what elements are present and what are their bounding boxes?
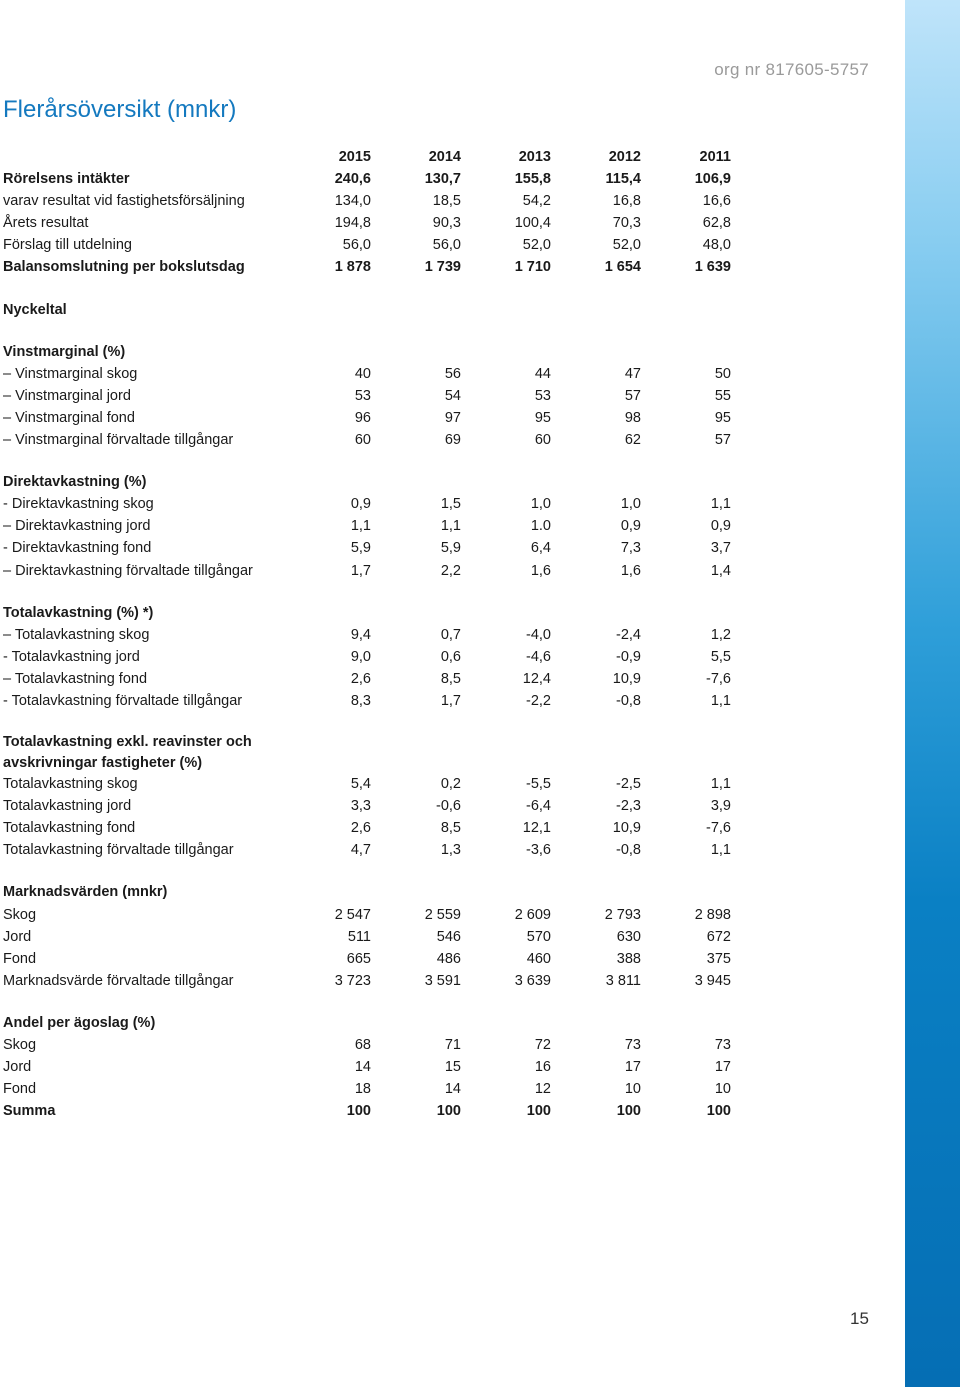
- year-header: 2011: [699, 149, 731, 165]
- value-cell-2012: 1 654: [604, 259, 641, 276]
- value-cell-2015: 511: [347, 928, 371, 945]
- value-cell-2011: 1,1: [710, 776, 731, 793]
- spacer-cell: [3, 451, 731, 471]
- table-row: [3, 190, 731, 212]
- value-cell-2014: 486: [436, 950, 461, 967]
- value-cell-2015: 134,0: [334, 193, 371, 210]
- value-cell-2015: 9,0: [350, 648, 371, 665]
- value-cell-2015: 1 878: [334, 259, 371, 276]
- value-cell-2014: 97: [444, 409, 461, 426]
- value-cell-2014: 130,7: [424, 171, 461, 188]
- value-cell-2011: 1 639: [694, 259, 731, 276]
- value-cell-2012: 3 811: [605, 972, 641, 989]
- table-row: [3, 493, 731, 515]
- value-cell-2012: -2,3: [616, 798, 641, 815]
- spacer-row: [3, 451, 731, 471]
- table-row: [3, 624, 731, 646]
- row-label: Rörelsens intäkter: [3, 171, 130, 188]
- section-heading-row: [3, 299, 731, 321]
- row-label: – Direktavkastning jord: [3, 518, 151, 535]
- value-cell-2013: -5,5: [526, 776, 551, 793]
- table-row: [3, 560, 731, 582]
- row-label: – Totalavkastning skog: [3, 626, 150, 643]
- value-cell-2011: 50: [714, 365, 731, 382]
- row-label: – Vinstmarginal förvaltade tillgångar: [3, 432, 234, 449]
- value-cell-2014: 100: [436, 1103, 461, 1120]
- section-heading-row: [3, 471, 731, 493]
- value-cell-2013: 95: [534, 409, 551, 426]
- value-cell-2011: -7,6: [706, 670, 731, 687]
- value-cell-2012: 100: [616, 1103, 641, 1120]
- row-label: Jord: [3, 928, 32, 945]
- value-cell-2014: 2,2: [440, 562, 461, 579]
- value-cell-2015: 96: [354, 409, 371, 426]
- row-label: Förslag till utdelning: [3, 237, 132, 254]
- value-cell-2015: 68: [354, 1037, 371, 1053]
- value-cell-2011: 100: [706, 1103, 731, 1120]
- value-cell-2012: 115,4: [605, 171, 641, 188]
- value-cell-2013: 12: [534, 1081, 551, 1098]
- table-row: [3, 904, 731, 926]
- value-cell-2014: 5,9: [440, 540, 461, 557]
- value-cell-2014: 14: [444, 1081, 461, 1098]
- value-cell-2015: 2,6: [350, 820, 371, 837]
- value-cell-2011: 1,1: [710, 692, 731, 709]
- value-cell-2015: 9,4: [350, 626, 371, 643]
- row-label: varav resultat vid fastighetsförsäljning: [3, 193, 245, 210]
- row-label: - Direktavkastning fond: [3, 540, 152, 557]
- value-cell-2012: 630: [616, 928, 641, 945]
- value-cell-2013: 3 639: [514, 972, 551, 989]
- value-cell-2013: 16: [534, 1059, 551, 1076]
- value-cell-2011: 10: [714, 1081, 731, 1098]
- section-heading: Andel per ägoslag (%): [3, 1014, 156, 1031]
- section-heading-row: [3, 341, 731, 363]
- value-cell-2014: 69: [444, 432, 461, 449]
- value-cell-2012: 388: [616, 950, 641, 967]
- table-row: [3, 234, 731, 256]
- value-cell-2013: -6,4: [526, 798, 551, 815]
- value-cell-2012: 62: [624, 432, 641, 449]
- value-cell-2015: 56,0: [342, 237, 371, 254]
- value-cell-2014: 546: [436, 928, 461, 945]
- value-cell-2011: 57: [714, 432, 731, 449]
- value-cell-2011: 1,1: [710, 842, 731, 859]
- value-cell-2015: 194,8: [334, 215, 371, 232]
- value-cell-2012: -0,8: [616, 692, 641, 709]
- value-cell-2012: 57: [624, 387, 641, 404]
- value-cell-2011: 62,8: [702, 215, 731, 232]
- value-cell-2013: -4,6: [526, 648, 551, 665]
- value-cell-2013: 570: [526, 928, 551, 945]
- value-cell-2015: 14: [354, 1059, 371, 1076]
- value-cell-2011: 73: [714, 1037, 731, 1053]
- row-label: Skog: [3, 906, 37, 923]
- value-cell-2012: -0,8: [616, 842, 641, 859]
- value-cell-2015: 665: [346, 950, 371, 967]
- table-row: [3, 646, 731, 668]
- value-cell-2013: 2 609: [514, 906, 551, 923]
- value-cell-2015: 2 547: [334, 906, 371, 923]
- value-cell-2013: -4,0: [526, 626, 551, 643]
- row-label: – Vinstmarginal fond: [3, 409, 135, 426]
- value-cell-2014: 1,5: [440, 496, 461, 513]
- value-cell-2012: 0,9: [620, 518, 641, 535]
- row-label: Fond: [3, 1081, 37, 1098]
- row-label: – Vinstmarginal skog: [3, 365, 138, 382]
- section-heading-row: [3, 732, 731, 753]
- table-row: [3, 537, 731, 559]
- page-number: 15: [850, 1309, 869, 1328]
- row-label: – Vinstmarginal jord: [3, 387, 131, 404]
- section-heading: Direktavkastning (%): [3, 474, 147, 491]
- value-cell-2013: 12,4: [522, 670, 551, 687]
- value-cell-2012: 47: [624, 365, 641, 382]
- table-row: [3, 256, 731, 278]
- value-cell-2014: 56,0: [432, 237, 461, 254]
- value-cell-2011: 1,2: [710, 626, 731, 643]
- spacer-cell: [3, 321, 731, 341]
- value-cell-2015: 5,9: [350, 540, 371, 557]
- value-cell-2011: -7,6: [706, 820, 731, 837]
- year-header: 2013: [518, 149, 551, 165]
- value-cell-2015: 0,9: [350, 496, 371, 513]
- row-label: – Totalavkastning fond: [3, 670, 148, 687]
- value-cell-2011: 672: [706, 928, 731, 945]
- value-cell-2011: 1,1: [710, 496, 731, 513]
- table-body: [3, 168, 731, 1122]
- spacer-row: [3, 992, 731, 1012]
- table-row: [3, 948, 731, 970]
- multi-year-overview-table: [3, 146, 731, 1122]
- table-row: [3, 515, 731, 537]
- value-cell-2012: -0,9: [616, 648, 641, 665]
- value-cell-2013: -2,2: [526, 692, 551, 709]
- value-cell-2012: 98: [624, 409, 641, 426]
- table-row: [3, 926, 731, 948]
- value-cell-2013: -3,6: [526, 842, 551, 859]
- section-heading: Totalavkastning (%) *): [3, 604, 154, 621]
- table-row: [3, 1034, 731, 1056]
- value-cell-2014: 1 739: [424, 259, 461, 276]
- value-cell-2014: 15: [444, 1059, 461, 1076]
- row-label: Totalavkastning jord: [3, 798, 132, 815]
- table-row: [3, 363, 731, 385]
- row-label: - Direktavkastning skog: [3, 496, 154, 513]
- value-cell-2015: 240,6: [334, 171, 371, 188]
- value-cell-2013: 100: [526, 1103, 551, 1120]
- spacer-cell: [3, 861, 731, 881]
- value-cell-2012: 10,9: [612, 820, 641, 837]
- row-label: Fond: [3, 950, 37, 967]
- value-cell-2014: 0,6: [440, 648, 461, 665]
- table-row: [3, 385, 731, 407]
- value-cell-2015: 1,7: [350, 562, 371, 579]
- table-row: [3, 773, 731, 795]
- value-cell-2012: 17: [624, 1059, 641, 1076]
- row-label: Marknadsvärde förvaltade tillgångar: [3, 972, 234, 989]
- value-cell-2014: 2 559: [424, 906, 461, 923]
- row-label: Totalavkastning skog: [3, 776, 138, 793]
- row-label: - Totalavkastning förvaltade tillgångar: [3, 692, 243, 709]
- value-cell-2014: 18,5: [432, 193, 461, 210]
- value-cell-2011: 17: [714, 1059, 731, 1076]
- value-cell-2013: 72: [534, 1037, 551, 1053]
- value-cell-2015: 3,3: [350, 798, 371, 815]
- value-cell-2013: 1.0: [530, 518, 551, 535]
- value-cell-2015: 53: [354, 387, 371, 404]
- value-cell-2013: 53: [534, 387, 551, 404]
- value-cell-2014: 90,3: [432, 215, 461, 232]
- table-row: [3, 839, 731, 861]
- value-cell-2011: 55: [714, 387, 731, 404]
- value-cell-2011: 3,7: [710, 540, 731, 557]
- table-row: [3, 429, 731, 451]
- table-row: [3, 668, 731, 690]
- table-row: [3, 168, 731, 190]
- value-cell-2014: 1,1: [440, 518, 461, 535]
- year-header: 2012: [608, 149, 641, 165]
- value-cell-2014: 3 591: [424, 972, 461, 989]
- value-cell-2013: 100,4: [514, 215, 551, 232]
- section-heading-row: [3, 602, 731, 624]
- value-cell-2015: 60: [354, 432, 371, 449]
- section-heading-row: [3, 753, 731, 774]
- table-row: [3, 970, 731, 992]
- value-cell-2015: 3 723: [334, 972, 371, 989]
- section-heading: Marknadsvärden (mnkr): [3, 884, 168, 901]
- row-label: Skog: [3, 1037, 37, 1053]
- row-label: Totalavkastning förvaltade tillgångar: [3, 842, 234, 859]
- year-header-row: [3, 146, 731, 168]
- value-cell-2011: 106,9: [694, 171, 731, 188]
- table-row: [3, 1100, 731, 1122]
- value-cell-2013: 12,1: [522, 820, 551, 837]
- value-cell-2014: 0,7: [440, 626, 461, 643]
- value-cell-2014: 71: [444, 1037, 461, 1053]
- value-cell-2013: 44: [534, 365, 551, 382]
- value-cell-2013: 1,6: [530, 562, 551, 579]
- value-cell-2012: 1,0: [620, 496, 641, 513]
- value-cell-2013: 155,8: [514, 171, 551, 188]
- org-number: org nr 817605-5757: [714, 60, 869, 79]
- spacer-cell: [3, 992, 731, 1012]
- value-cell-2011: 48,0: [702, 237, 731, 254]
- page-title: Flerårsöversikt (mnkr): [3, 96, 237, 123]
- value-cell-2013: 460: [526, 950, 551, 967]
- value-cell-2012: 10: [624, 1081, 641, 1098]
- value-cell-2012: 10,9: [612, 670, 641, 687]
- spacer-row: [3, 712, 731, 732]
- row-label: Jord: [3, 1059, 32, 1076]
- value-cell-2011: 3 945: [694, 972, 731, 989]
- value-cell-2015: 18: [354, 1081, 371, 1098]
- value-cell-2011: 5,5: [710, 648, 731, 665]
- value-cell-2014: 56: [444, 365, 461, 382]
- value-cell-2015: 1,1: [350, 518, 371, 535]
- spacer-row: [3, 321, 731, 341]
- row-label: - Totalavkastning jord: [3, 648, 140, 665]
- year-header: 2014: [428, 149, 461, 165]
- table-row: [3, 212, 731, 234]
- row-label: Totalavkastning fond: [3, 820, 136, 837]
- value-cell-2012: -2,4: [616, 626, 641, 643]
- spacer-row: [3, 861, 731, 881]
- value-cell-2012: 52,0: [612, 237, 641, 254]
- value-cell-2012: 1,6: [620, 562, 641, 579]
- spacer-cell: [3, 712, 731, 732]
- decorative-side-band: [905, 0, 960, 1387]
- value-cell-2012: -2,5: [616, 776, 641, 793]
- table-row: [3, 1078, 731, 1100]
- section-heading: avskrivningar fastigheter (%): [3, 754, 203, 771]
- value-cell-2014: 54: [444, 387, 461, 404]
- value-cell-2014: 8,5: [440, 820, 461, 837]
- value-cell-2011: 16,6: [702, 193, 731, 210]
- value-cell-2011: 2 898: [694, 906, 731, 923]
- spacer-cell: [3, 582, 731, 602]
- spacer-row: [3, 582, 731, 602]
- value-cell-2014: 8,5: [440, 670, 461, 687]
- value-cell-2012: 73: [624, 1037, 641, 1053]
- value-cell-2013: 1,0: [530, 496, 551, 513]
- table-row: [3, 690, 731, 712]
- row-label: Balansomslutning per bokslutsdag: [3, 259, 245, 276]
- section-heading-row: [3, 881, 731, 903]
- section-heading: Nyckeltal: [3, 301, 67, 318]
- value-cell-2012: 7,3: [620, 540, 641, 557]
- value-cell-2011: 95: [714, 409, 731, 426]
- value-cell-2014: -0,6: [436, 798, 461, 815]
- header-label-cell: [3, 146, 281, 168]
- section-heading: Totalavkastning exkl. reavinster och: [3, 734, 252, 751]
- table-row: [3, 795, 731, 817]
- section-heading: Vinstmarginal (%): [3, 343, 126, 360]
- value-cell-2012: 2 793: [604, 906, 641, 923]
- value-cell-2014: 1,7: [440, 692, 461, 709]
- value-cell-2012: 70,3: [612, 215, 641, 232]
- value-cell-2015: 4,7: [350, 842, 371, 859]
- value-cell-2011: 3,9: [710, 798, 731, 815]
- value-cell-2011: 0,9: [710, 518, 731, 535]
- value-cell-2014: 0,2: [440, 776, 461, 793]
- value-cell-2011: 375: [706, 950, 731, 967]
- value-cell-2015: 8,3: [350, 692, 371, 709]
- value-cell-2014: 1,3: [440, 842, 461, 859]
- value-cell-2015: 100: [346, 1103, 371, 1120]
- value-cell-2013: 52,0: [522, 237, 551, 254]
- value-cell-2015: 40: [354, 365, 371, 382]
- spacer-cell: [3, 279, 731, 299]
- row-label: Summa: [3, 1103, 56, 1120]
- year-header: 2015: [338, 149, 371, 165]
- value-cell-2013: 60: [534, 432, 551, 449]
- table-row: [3, 817, 731, 839]
- value-cell-2012: 16,8: [612, 193, 641, 210]
- row-label: – Direktavkastning förvaltade tillgångar: [3, 562, 253, 579]
- section-heading-row: [3, 1012, 731, 1034]
- table-row: [3, 1056, 731, 1078]
- value-cell-2015: 5,4: [350, 776, 371, 793]
- value-cell-2013: 54,2: [522, 193, 551, 210]
- value-cell-2015: 2,6: [350, 670, 371, 687]
- value-cell-2013: 1 710: [514, 259, 551, 276]
- spacer-row: [3, 279, 731, 299]
- value-cell-2013: 6,4: [530, 540, 551, 557]
- row-label: Årets resultat: [3, 215, 89, 232]
- table-row: [3, 407, 731, 429]
- value-cell-2011: 1,4: [710, 562, 731, 579]
